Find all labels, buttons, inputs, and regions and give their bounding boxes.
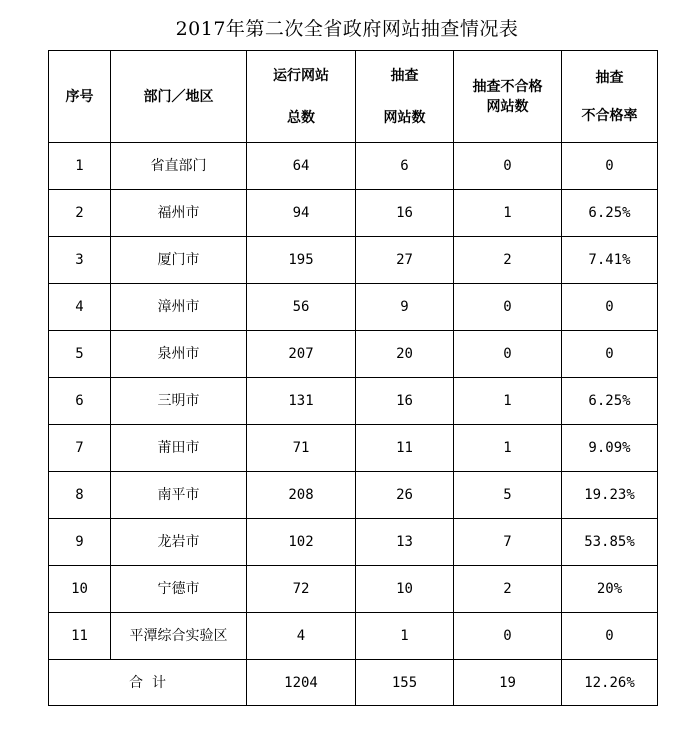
cell-rate: 6.25%: [562, 190, 658, 237]
cell-index: 1: [49, 143, 111, 190]
cell-checked: 13: [356, 519, 454, 566]
table-row: [49, 237, 658, 284]
cell-checked: 11: [356, 425, 454, 472]
cell-failed: 0: [454, 143, 562, 190]
header-index: 序号: [49, 51, 111, 143]
cell-index: 8: [49, 472, 111, 519]
header-fail-rate: [562, 51, 658, 143]
cell-rate: 0: [562, 331, 658, 378]
header-rate-line1: 抽查: [595, 69, 624, 86]
header-total-sites: [247, 51, 356, 143]
table-row: [49, 143, 658, 190]
cell-total: 64: [247, 143, 356, 190]
cell-index: 2: [49, 190, 111, 237]
total-rate: 12.26%: [562, 660, 658, 706]
cell-failed: 7: [454, 519, 562, 566]
cell-failed: 0: [454, 284, 562, 331]
cell-checked: 27: [356, 237, 454, 284]
cell-index: 10: [49, 566, 111, 613]
cell-failed: 0: [454, 613, 562, 660]
cell-rate: 53.85%: [562, 519, 658, 566]
cell-rate: 6.25%: [562, 378, 658, 425]
cell-failed: 1: [454, 378, 562, 425]
header-failed-sites: [454, 51, 562, 143]
cell-total: 195: [247, 237, 356, 284]
cell-index: 3: [49, 237, 111, 284]
table-row: [49, 472, 658, 519]
cell-region: 平潭综合实验区: [111, 613, 247, 660]
cell-rate: 0: [562, 613, 658, 660]
table-row: [49, 331, 658, 378]
cell-index: 6: [49, 378, 111, 425]
cell-rate: 7.41%: [562, 237, 658, 284]
header-total-sites-line2: 总数: [287, 109, 315, 126]
table-row: [49, 284, 658, 331]
page-title: 2017年第二次全省政府网站抽查情况表: [175, 18, 519, 40]
cell-rate: 0: [562, 284, 658, 331]
cell-checked: 9: [356, 284, 454, 331]
header-failed-line2: 网站数: [486, 98, 529, 115]
cell-index: 7: [49, 425, 111, 472]
cell-region: 厦门市: [111, 237, 247, 284]
total-sites: 1204: [247, 660, 356, 706]
cell-checked: 16: [356, 190, 454, 237]
cell-rate: 9.09%: [562, 425, 658, 472]
inspection-table: [48, 50, 658, 706]
header-region: 部门／地区: [111, 51, 247, 143]
cell-index: 5: [49, 331, 111, 378]
cell-rate: 0: [562, 143, 658, 190]
cell-checked: 6: [356, 143, 454, 190]
table-header-row: [49, 51, 658, 143]
cell-index: 11: [49, 613, 111, 660]
cell-total: 102: [247, 519, 356, 566]
cell-region: 福州市: [111, 190, 247, 237]
cell-rate: 20%: [562, 566, 658, 613]
table-row: [49, 378, 658, 425]
cell-total: 71: [247, 425, 356, 472]
cell-checked: 20: [356, 331, 454, 378]
cell-total: 208: [247, 472, 356, 519]
cell-failed: 5: [454, 472, 562, 519]
cell-total: 56: [247, 284, 356, 331]
cell-region: 泉州市: [111, 331, 247, 378]
cell-failed: 2: [454, 566, 562, 613]
cell-index: 9: [49, 519, 111, 566]
cell-total: 207: [247, 331, 356, 378]
cell-index: 4: [49, 284, 111, 331]
cell-region: 龙岩市: [111, 519, 247, 566]
header-checked-sites: [356, 51, 454, 143]
cell-region: 漳州市: [111, 284, 247, 331]
cell-failed: 2: [454, 237, 562, 284]
cell-rate: 19.23%: [562, 472, 658, 519]
cell-region: 莆田市: [111, 425, 247, 472]
cell-failed: 0: [454, 331, 562, 378]
table-row: [49, 519, 658, 566]
cell-region: 三明市: [111, 378, 247, 425]
total-checked: 155: [356, 660, 454, 706]
table-row: [49, 190, 658, 237]
cell-failed: 1: [454, 190, 562, 237]
table-row: [49, 425, 658, 472]
cell-region: 南平市: [111, 472, 247, 519]
cell-checked: 1: [356, 613, 454, 660]
header-failed-line1: 抽查不合格: [472, 78, 543, 95]
cell-checked: 10: [356, 566, 454, 613]
cell-checked: 26: [356, 472, 454, 519]
header-checked-line1: 抽查: [390, 67, 419, 84]
header-rate-line2: 不合格率: [581, 107, 638, 124]
header-checked-line2: 网站数: [383, 109, 426, 126]
table-row: [49, 613, 658, 660]
header-total-sites-line1: 运行网站: [273, 67, 329, 84]
cell-total: 94: [247, 190, 356, 237]
cell-region: 宁德市: [111, 566, 247, 613]
cell-total: 4: [247, 613, 356, 660]
cell-region: 省直部门: [111, 143, 247, 190]
cell-total: 131: [247, 378, 356, 425]
table-row: [49, 566, 658, 613]
cell-failed: 1: [454, 425, 562, 472]
cell-checked: 16: [356, 378, 454, 425]
total-failed: 19: [454, 660, 562, 706]
cell-total: 72: [247, 566, 356, 613]
total-label: 合 计: [49, 660, 247, 706]
total-row: [49, 660, 658, 706]
